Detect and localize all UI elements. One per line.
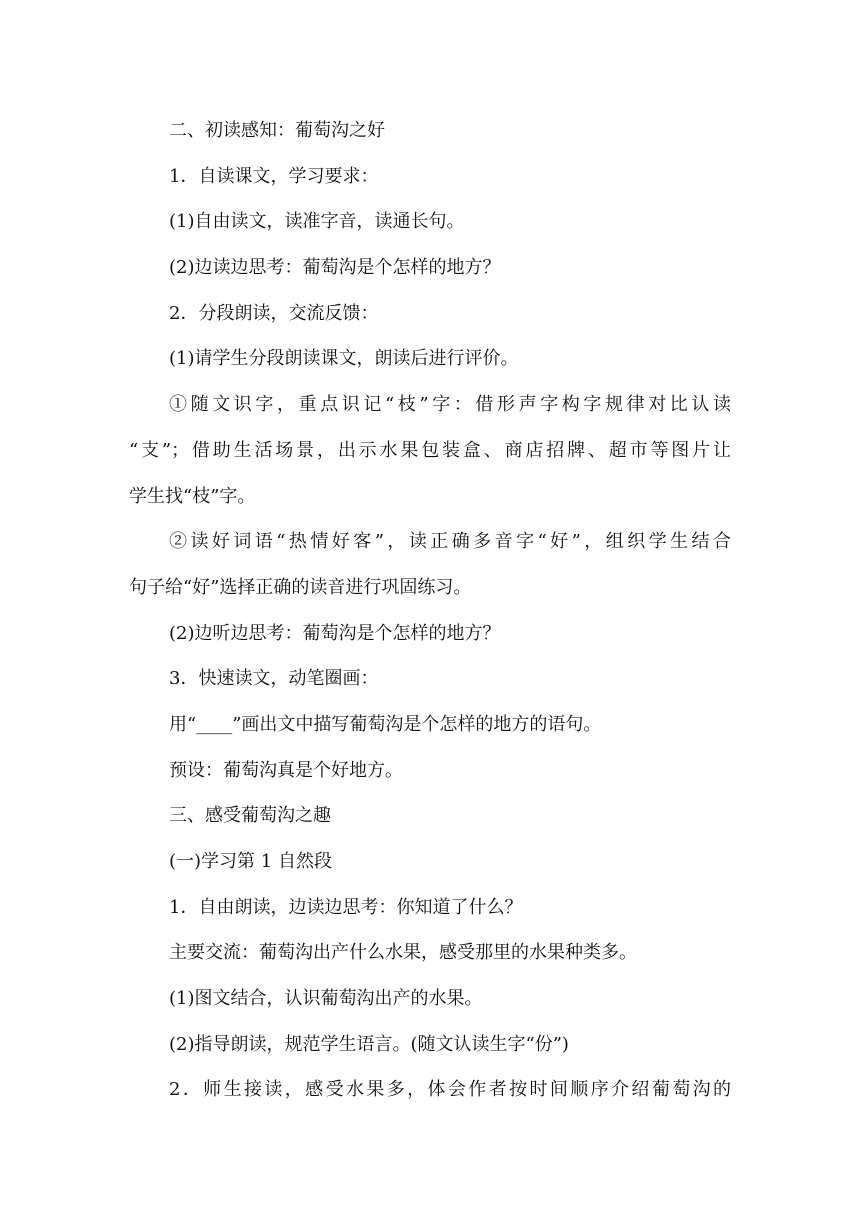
subsection-heading: (一)学习第 1 自然段 bbox=[169, 851, 332, 872]
paragraph-line: 学生找“枝”字。 bbox=[129, 485, 256, 507]
section-heading: 二、初读感知：葡萄沟之好 bbox=[169, 120, 385, 141]
paragraph-line: 2．师生接读，感受水果多，体会作者按时间顺序介绍葡萄沟的 bbox=[169, 1079, 731, 1101]
paragraph-line: 3．快速读文，动笔圈画： bbox=[169, 668, 379, 690]
document-body bbox=[129, 108, 731, 1113]
paragraph-line: ②读好词语“热情好客”，读正确多音字“好”，组织学生结合 bbox=[169, 531, 731, 553]
paragraph-line: (1)图文结合，认识葡萄沟出产的水果。 bbox=[169, 988, 483, 1010]
paragraph-line: (2)指导朗读，规范学生语言。(随文认读生字“份”) bbox=[169, 1033, 569, 1055]
paragraph-line: 预设：葡萄沟真是个好地方。 bbox=[169, 759, 403, 781]
paragraph-line: (1)请学生分段朗读课文，朗读后进行评价。 bbox=[169, 348, 519, 370]
paragraph-line: “支”；借助生活场景，出示水果包装盒、商店招牌、超市等图片让 bbox=[129, 439, 731, 461]
paragraph-line: 主要交流：葡萄沟出产什么水果，感受那里的水果种类多。 bbox=[169, 942, 637, 964]
paragraph-line: (2)边听边思考：葡萄沟是个怎样的地方？ bbox=[169, 622, 501, 644]
paragraph-line: 1．自由朗读，边读边思考：你知道了什么？ bbox=[169, 896, 523, 918]
section-heading: 三、感受葡萄沟之趣 bbox=[169, 805, 331, 827]
paragraph-line: 2．分段朗读，交流反馈： bbox=[169, 302, 379, 324]
paragraph-line: 用“____”画出文中描写葡萄沟是个怎样的地方的语句。 bbox=[169, 713, 602, 735]
paragraph-line: 1．自读课文，学习要求： bbox=[169, 165, 379, 187]
paragraph-line: ①随文识字，重点识记“枝”字：借形声字构字规律对比认读 bbox=[169, 394, 731, 416]
paragraph-line: 句子给“好”选择正确的读音进行巩固练习。 bbox=[129, 576, 472, 598]
paragraph-line: (2)边读边思考：葡萄沟是个怎样的地方？ bbox=[169, 257, 501, 279]
paragraph-line: (1)自由读文，读准字音，读通长句。 bbox=[169, 211, 465, 233]
